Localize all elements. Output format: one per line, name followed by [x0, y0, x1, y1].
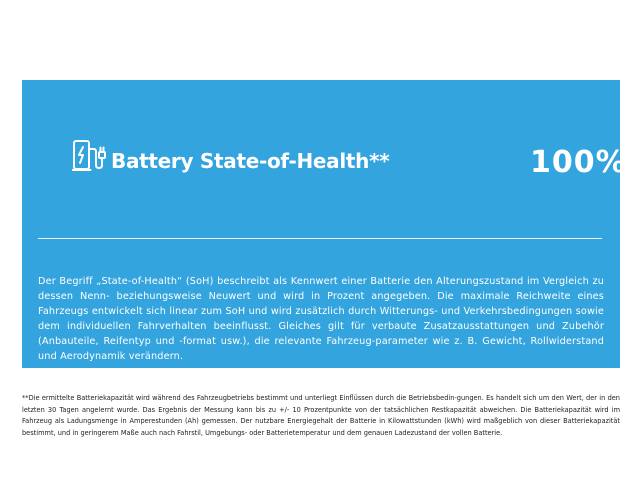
- ev-charging-station-icon: [72, 138, 106, 174]
- card-header: [72, 138, 627, 188]
- divider: [38, 238, 602, 239]
- battery-health-card: [22, 80, 627, 368]
- footnote: **Die ermittelte Batteriekapazität wird während des Fahrzeugbetriebs bestimmt und unterliegt Einflüssen durch die Betriebsbedin-gungen. Es handelt sich um den Wert, der in den letzten 30 Tagen angelernt wurde. Das Ergebnis der Messung kann bis zu +/- 10 Prozentpunkte von der tatsächlichen Restkapazität abweichen. Die Batteriekapazität wird im Fahrzeug als Ladungsmenge in Amperestunden (Ah) gemessen. Der nutzbare Energiegehalt der Batterie in Kilowattstunden (kWh) wird maßgeblich von dieser Batteriekapazität bestimmt, und in geringerem Maße auch nach Fahrstil, Umgebungs- oder Batterietemperatur und dem genauen Ladezustand der vollen Batterie.: [22, 394, 620, 437]
- health-percentage-value: 100%: [530, 145, 627, 180]
- card-description: Der Begriff „State-of-Health“ (SoH) beschreibt als Kennwert einer Batterie den Alterungszustand im Vergleich zu dessen Nenn- beziehungsweise Neuwert und wird in Prozent angegeben. Die maximale Reichweite eines Fahrzeugs entwickelt sich linear zum SoH und wird zusätzlich durch Witterungs- und Verkehrsbedingungen sowie dem individuellen Fahrverhalten beeinflusst. Gleiches gilt für verbaute Zusatzausstattungen und Zubehör (Anbauteile, Reifentyp und -format usw.), die relevante Fahrzeug-parameter wie z. B. Gewicht, Rollwiderstand und Aerodynamik verändern.: [38, 276, 604, 362]
- card-title: Battery State-of-Health**: [111, 149, 390, 173]
